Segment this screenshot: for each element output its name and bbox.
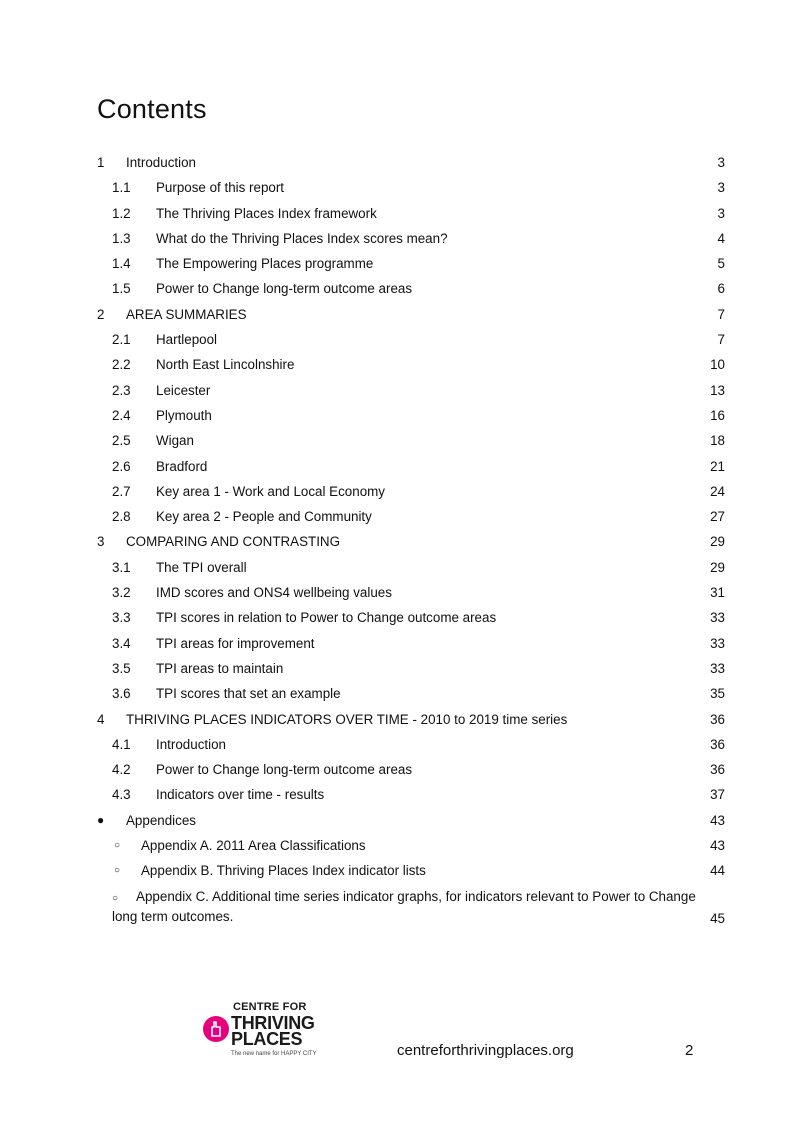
- toc-label: What do the Thriving Places Index scores mean?: [156, 230, 448, 246]
- toc-page: 24: [710, 483, 725, 499]
- toc-number: 2.8: [112, 509, 131, 525]
- toc-number: 3.2: [112, 585, 131, 601]
- toc-number: 3.1: [112, 559, 131, 575]
- toc-label: Power to Change long-term outcome areas: [156, 762, 413, 778]
- toc-entry[interactable]: [0, 631, 800, 656]
- website-url[interactable]: centreforthrivingplaces.org: [397, 1042, 574, 1059]
- toc-label: Purpose of this report: [156, 180, 285, 196]
- toc-page: 29: [710, 534, 725, 550]
- toc-number: 1.5: [112, 281, 131, 297]
- toc-number: 2.6: [112, 458, 131, 474]
- toc-page: 33: [710, 660, 725, 676]
- toc-label: Wigan: [156, 433, 194, 449]
- toc-label: IMD scores and ONS4 wellbeing values: [156, 585, 392, 601]
- toc-entry[interactable]: [0, 150, 800, 175]
- toc-entry[interactable]: [0, 884, 800, 934]
- toc-label: THRIVING PLACES INDICATORS OVER TIME - 2010 to 2019 time series: [126, 711, 568, 727]
- toc-page: 43: [710, 812, 725, 828]
- logo-tagline: The new name for HAPPY CITY: [231, 1051, 317, 1057]
- toc-page: 13: [710, 382, 725, 398]
- toc-number: 3.4: [112, 635, 131, 651]
- toc-page: 36: [710, 711, 725, 727]
- toc-number: 1.4: [112, 256, 131, 272]
- toc-entry[interactable]: [0, 555, 800, 580]
- toc-entry[interactable]: [0, 504, 800, 529]
- toc-number: 1.2: [112, 205, 131, 221]
- toc-page: 29: [710, 559, 725, 575]
- toc-entry[interactable]: [0, 378, 800, 403]
- toc-label: Appendix B. Thriving Places Index indicator lists: [141, 863, 426, 879]
- toc-label: Introduction: [156, 736, 226, 752]
- logo-line: THRIVING: [231, 1013, 315, 1033]
- toc-page: 3: [717, 205, 725, 221]
- toc-entry[interactable]: [0, 327, 800, 352]
- toc-entry[interactable]: [0, 605, 800, 630]
- hollow-bullet-icon: ○: [112, 892, 119, 904]
- toc-label: The Thriving Places Index framework: [156, 205, 377, 221]
- toc-page: 43: [710, 838, 725, 854]
- toc-page: 31: [710, 585, 725, 601]
- toc-label: AREA SUMMARIES: [126, 306, 247, 322]
- page-number: 2: [685, 1042, 694, 1059]
- toc-number: 3: [97, 534, 105, 550]
- toc-label: North East Lincolnshire: [156, 357, 295, 373]
- toc-number: 3.5: [112, 660, 131, 676]
- toc-page: 7: [717, 332, 725, 348]
- toc-number: 4.3: [112, 787, 131, 803]
- toc-label: Appendices: [126, 812, 196, 828]
- toc-number: 4.1: [112, 736, 131, 752]
- logo-line: CENTRE FOR: [233, 1001, 307, 1013]
- toc-entry[interactable]: [0, 251, 800, 276]
- toc-page: 16: [710, 407, 725, 423]
- toc-label: Introduction: [126, 155, 196, 170]
- toc-label: TPI scores in relation to Power to Change outcome areas: [156, 610, 497, 626]
- toc-entry[interactable]: [0, 732, 800, 757]
- toc-page: 36: [710, 736, 725, 752]
- toc-entry[interactable]: [0, 757, 800, 782]
- toc-entry[interactable]: [0, 656, 800, 681]
- toc-entry[interactable]: [0, 302, 800, 327]
- toc-number: 1.1: [112, 180, 131, 196]
- toc-page: 37: [710, 787, 725, 803]
- toc-label: Leicester: [156, 382, 211, 398]
- toc-number: 1.3: [112, 230, 131, 246]
- toc-entry[interactable]: [0, 403, 800, 428]
- toc-number: 2.4: [112, 407, 131, 423]
- toc-label: Plymouth: [156, 407, 212, 423]
- toc-number: 4: [97, 711, 105, 727]
- toc-number: 1: [97, 155, 105, 170]
- toc-page: 7: [717, 306, 725, 322]
- page-footer: [0, 995, 800, 1065]
- toc-page: 4: [717, 230, 725, 246]
- toc-page: 35: [710, 686, 725, 702]
- toc-entry[interactable]: [0, 226, 800, 251]
- toc-page: 36: [710, 762, 725, 778]
- toc-label: Appendix A. 2011 Area Classifications: [141, 838, 366, 854]
- toc-label: Appendix C. Additional time series indicator graphs, for indicators relevant to Power to Change long term outcomes.: [112, 888, 696, 924]
- toc-label: Hartlepool: [156, 332, 218, 348]
- toc-page: 21: [710, 458, 725, 474]
- toc-entry[interactable]: [0, 175, 800, 200]
- toc-label: The TPI overall: [156, 559, 247, 575]
- toc-number: 2.2: [112, 357, 131, 373]
- toc-page: 33: [710, 610, 725, 626]
- toc-entry[interactable]: [0, 580, 800, 605]
- toc-entry[interactable]: [0, 782, 800, 807]
- toc-entry[interactable]: [0, 529, 800, 554]
- toc-label: The Empowering Places programme: [156, 256, 374, 272]
- filled-bullet-icon: ●: [97, 812, 105, 827]
- toc-number: 4.2: [112, 762, 131, 778]
- toc-page: 33: [710, 635, 725, 651]
- toc-entry[interactable]: [0, 352, 800, 377]
- toc-number: 2: [97, 306, 105, 322]
- toc-label: Indicators over time - results: [156, 787, 325, 803]
- toc-label: Bradford: [156, 458, 208, 474]
- toc-entry[interactable]: [0, 833, 800, 858]
- centre-for-thriving-places-logo: [203, 1001, 343, 1061]
- toc-entry[interactable]: [0, 454, 800, 479]
- toc-entry[interactable]: [0, 858, 800, 883]
- toc-label: TPI scores that set an example: [156, 686, 341, 702]
- toc-number: 2.5: [112, 433, 131, 449]
- toc-entry[interactable]: [0, 808, 800, 833]
- toc-label: Key area 1 - Work and Local Economy: [156, 483, 385, 499]
- table-of-contents: [0, 150, 800, 934]
- toc-entry[interactable]: [0, 428, 800, 453]
- toc-page: 3: [717, 180, 725, 196]
- toc-entry[interactable]: [0, 479, 800, 504]
- toc-entry[interactable]: [0, 681, 800, 706]
- toc-label: COMPARING AND CONTRASTING: [126, 534, 341, 550]
- toc-page: 3: [717, 155, 725, 170]
- toc-number: 3.6: [112, 686, 131, 702]
- toc-page: 18: [710, 433, 725, 449]
- toc-entry[interactable]: [0, 201, 800, 226]
- toc-number: 2.1: [112, 332, 131, 348]
- toc-page: 6: [717, 281, 725, 297]
- hand-badge-icon: [203, 1016, 229, 1042]
- toc-label: TPI areas to maintain: [156, 660, 284, 676]
- toc-label: TPI areas for improvement: [156, 635, 315, 651]
- page-title: Contents: [97, 94, 207, 124]
- toc-label: Key area 2 - People and Community: [156, 509, 372, 525]
- logo-line: PLACES: [231, 1029, 303, 1049]
- toc-page: 10: [710, 357, 725, 373]
- toc-number: 3.3: [112, 610, 131, 626]
- toc-page: 45: [710, 910, 725, 926]
- toc-entry[interactable]: [0, 707, 800, 732]
- hollow-bullet-icon: ○: [114, 865, 121, 877]
- toc-entry[interactable]: [0, 276, 800, 301]
- toc-page: 44: [710, 863, 725, 879]
- toc-page: 27: [710, 509, 725, 525]
- toc-label: Power to Change long-term outcome areas: [156, 281, 413, 297]
- toc-number: 2.7: [112, 483, 131, 499]
- hollow-bullet-icon: ○: [114, 840, 121, 852]
- toc-page: 5: [717, 256, 725, 272]
- toc-number: 2.3: [112, 382, 131, 398]
